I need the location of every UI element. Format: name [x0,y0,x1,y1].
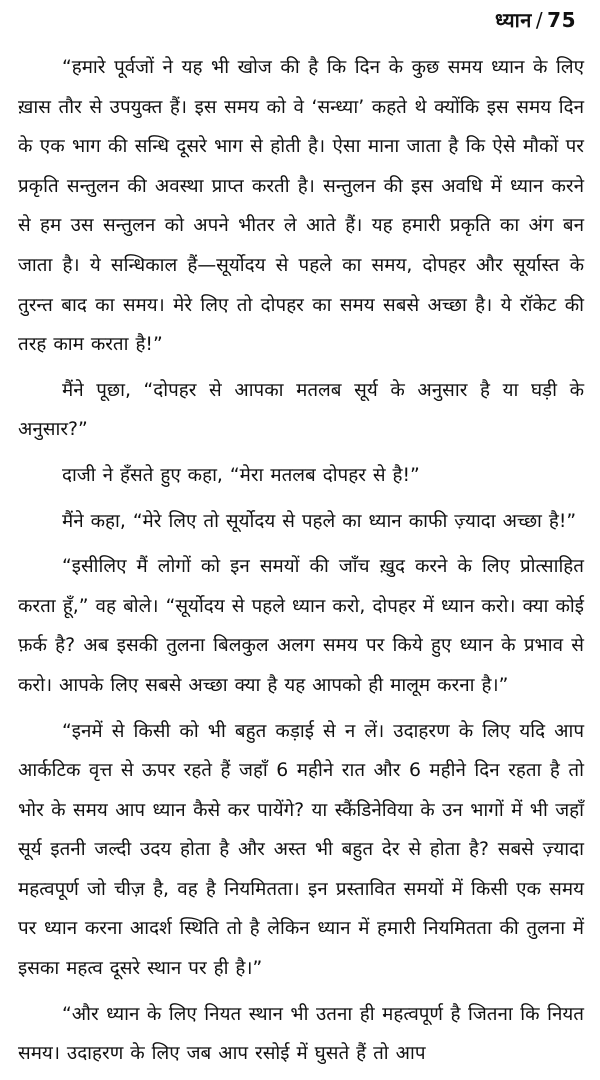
paragraph-1: “हमारे पूर्वजों ने यह भी खोज की है कि दिन के कुछ समय ध्यान के लिए ख़ास तौर से उपयुक्त हैं। इस समय को वे ‘सन्ध्या’ कहते थे क्योंकि इस समय दिन के एक भाग की सन्धि दूसरे भाग से होती है। ऐसा माना जाता है कि ऐसे मौकों पर प्रकृति सन्तुलन की अवस्था प्राप्त करती है। सन्तुलन की इस अवधि में ध्यान करने से हम उस सन्तुलन को अपने भीतर ले आते हैं। यह हमारी प्रकृति का अंग बन जाता है। ये सन्धिकाल हैं—सूर्योदय से पहले का समय, दोपहर और सूर्यास्त के तुरन्त बाद का समय। मेरे लिए तो दोपहर का समय सबसे अच्छा है। ये रॉकेट की तरह काम करता है!” [18,57,584,356]
paragraph-6: “इनमें से किसी को भी बहुत कड़ाई से न लें। उदाहरण के लिए यदि आप आर्कटिक वृत्त से ऊपर रहते हैं जहाँ 6 महीने रात और 6 महीने दिन रहता है तो भोर के समय आप ध्यान कैसे कर पायेंगे? या स्कैंडिनेविया के उन भागों में भी जहाँ सूर्य इतनी जल्दी उदय होता है और अस्त भी बहुत देर से होता है? सबसे ज़्यादा महत्वपूर्ण जो चीज़ है, वह है नियमितता। इन प्रस्तावित समयों में किसी एक समय पर ध्यान करना आदर्श स्थिति तो है लेकिन ध्यान में हमारी नियमितता की तुलना में इसका महत्व दूसरे स्थान पर ही है।” [18,720,584,980]
paragraph-3: दाजी ने हँसते हुए कहा, “मेरा मतलब दोपहर से है!” [62,464,420,486]
page-body [18,48,584,1080]
running-header [495,6,576,33]
page-number: 75 [547,8,576,32]
paragraph-7: “और ध्यान के लिए नियत स्थान भी उतना ही महत्वपूर्ण है जितना कि नियत समय। उदाहरण के लिए जब आप रसोई में घुसते हैं तो आप [18,1003,584,1065]
header-separator: / [535,8,544,32]
chapter-title: ध्यान [495,8,532,32]
paragraph-4: मैंने कहा, “मेरे लिए तो सूर्योदय से पहले का ध्यान काफी ज़्यादा अच्छा है!” [62,510,577,532]
paragraph-2: मैंने पूछा, “दोपहर से आपका मतलब सूर्य के अनुसार है या घड़ी के अनुसार?” [18,379,584,441]
paragraph-5: “इसीलिए मैं लोगों को इन समयों की जाँच ख़ुद करने के लिए प्रोत्साहित करता हूँ,” वह बोले। “सूर्योदय से पहले ध्यान करो, दोपहर में ध्यान करो। क्या कोई फ़र्क है? अब इसकी तुलना बिलकुल अलग समय पर किये हुए ध्यान के प्रभाव से करो। आपके लिए सबसे अच्छा क्या है यह आपको ही मालूम करना है।” [18,556,584,696]
